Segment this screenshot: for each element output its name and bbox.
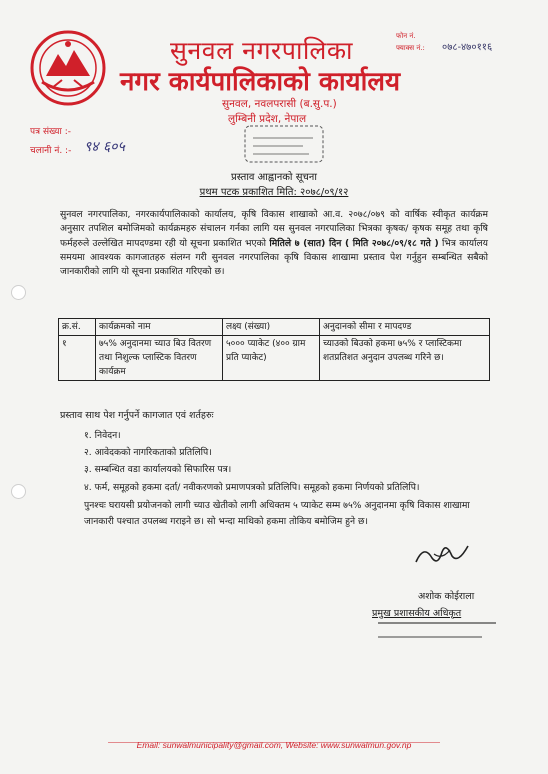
signature-mark: [412, 538, 472, 568]
received-stamp: [243, 124, 325, 164]
signatory-title: प्रमुख प्रशासकीय अधिकृत: [372, 608, 462, 619]
table-header: अनुदानको सीमा र मापदण्ड: [320, 319, 490, 336]
officer-stamp: [372, 603, 502, 643]
table-row: [59, 336, 490, 381]
letter-number-label: पत्र संख्या :-: [30, 127, 71, 137]
table-header: क्र.सं.: [59, 319, 96, 336]
fax-value: ०७८-४७०११६: [442, 42, 493, 53]
footer-contact: Email: sunwalmunicipality@gmail.com, Website: www.sunwalmun.gov.np: [136, 740, 412, 750]
document-item: ४. फर्म, समूहको हकमा दर्ता/ नवीकरणको प्रमाणपत्रको प्रतिलिपि। समूहको हकमा निर्णयको प्रतिलिपि।: [84, 482, 420, 493]
address-line-1: सुनवल, नवलपरासी (ब.सु.प.): [222, 98, 337, 110]
office-name: नगर कार्यपालिकाको कार्यालय: [120, 67, 401, 97]
postscript-note: पुनश्चः घरायसी प्रयोजनको लागी च्याउ खेतीको लागी अधिक्तम ५ प्याकेट सम्म ७५% अनुदानमा कृषि विकास शाखामा जानकारी पश्चात उपलब्ध गराइने छ। सो भन्दा माथिको हकमा तोकिय बमोजिम हुने छ।: [84, 500, 470, 527]
fax-label: फ्याक्स नं.:: [396, 44, 425, 52]
notice-body: [60, 208, 488, 279]
body-deadline: मितिले ७ (सात) दिन ( मिति २०७८/०९/१८ गते ): [269, 237, 439, 249]
phone-label: फोन नं.: [396, 32, 416, 40]
document-item: १. निवेदन।: [84, 430, 121, 441]
body-text-2: भित्र कार्यालय समयमा आवश्यक कागजातहरु संलग्न गरी सुनवल नगरपालिका कृषि विकास शाखामा प्रस्ताव पेश गर्नुहुन सम्बन्धित सबैको जानकारीको लागि यो सूचना प्रकाशित गरिएको छ।: [60, 237, 489, 278]
municipality-emblem: [28, 28, 108, 108]
table-header-row: [59, 319, 490, 336]
program-table: [58, 318, 490, 381]
documents-title: प्रस्ताव साथ पेश गर्नुपर्ने कागजात एवं शर्तहरुः: [60, 410, 214, 421]
dispatch-number-value: ९४ ६०५: [84, 139, 125, 155]
punch-hole: [11, 285, 26, 300]
table-cell: ७५% अनुदानमा च्याउ बिउ वितरण तथा निशुल्क प्लास्टिक वितरण कार्यक्रम: [96, 336, 223, 381]
table-header: कार्यक्रमको नाम: [96, 319, 223, 336]
body-text-1: सुनवल नगरपालिका, नगरकार्यपालिकाको कार्यालय, कृषि विकास शाखाको आ.व. २०७८/०७९ को वार्षिक स्वीकृत कार्यक्रम अनुसार तपशिल बमोजिमको कार्यक्रमहरु संचालन गर्नका लागि यस सुनवल नगरपालिका भित्रका कृषक/ कृषक समूह तथा कृषि फर्महरुले उल्लेखित मापदण्डमा रही यो सूचना प्रकाशित भएको: [60, 209, 488, 249]
table-cell: १: [59, 336, 96, 381]
document-item: ३. सम्बन्धित वडा कार्यालयको सिफारिस पत्र।: [84, 464, 232, 475]
document-item: २. आवेदकको नागरिकताको प्रतिलिपि।: [84, 447, 212, 458]
address-line-2: लुम्बिनी प्रदेश, नेपाल: [228, 113, 307, 125]
notice-subtitle: [0, 184, 548, 198]
dispatch-number-label: चलानी नं. :-: [30, 146, 72, 156]
municipality-name: सुनवल नगरपालिका: [170, 36, 354, 65]
publish-date: प्रथम पटक प्रकाशित मिति: २०७८/०९/१२: [199, 187, 349, 198]
contact-block: [396, 31, 492, 54]
signatory-name: अशोक कोईराला: [418, 591, 475, 602]
notice-title: प्रस्ताव आह्वानको सूचना: [231, 172, 317, 183]
table-cell: ५००० प्याकेट (४०० ग्राम प्रति प्याकेट): [223, 336, 320, 381]
punch-hole: [11, 484, 26, 499]
table-cell: च्याउको बिउको हकमा ७५% र प्लास्टिकमा शतप्रतिशत अनुदान उपलब्ध गरिने छ।: [320, 336, 490, 381]
table-header: लक्ष्य (संख्या): [223, 319, 320, 336]
